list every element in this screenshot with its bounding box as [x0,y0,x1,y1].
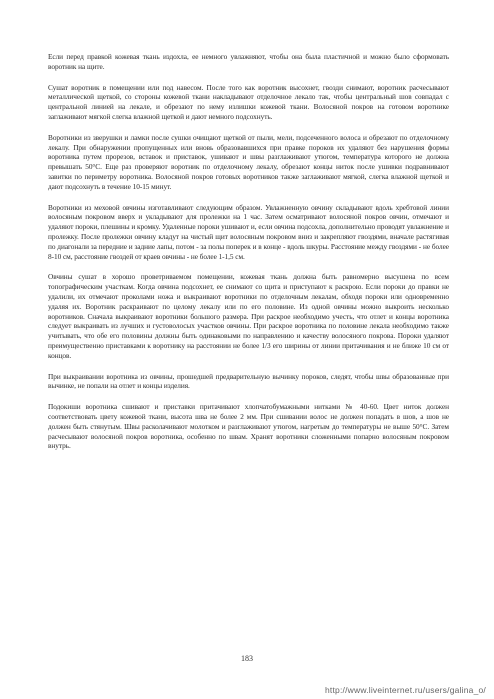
paragraph: Овчины сушат в хорошо проветриваемом помещении, кожевая ткань должна быть равномерно высушена по всем топографическим участкам. Когда овчина подсохнет, ее снимают со щита и приступают к раскрою. Если пороки до правки не удалили, их отмечают проколами ножа и выкраивают воротники по отделочным лекалам, обходя пороки или одновременно удаляя их. Воротник раскраивают по целому лекалу или по его половине. Из одной овчины можно выкроить несколько воротников. Сначала выкраивают воротники большого размера. При раскрое необходимо учесть, что отлет и концы воротника следует выкраивать из лучших и густоволосых участков овчины. При раскрое воротника по половине лекала необходимо также учитывать, что обе его половины должны быть одинаковыми по направлению и качеству волосяного покрова. Пороки удаляют преимущественно приставками к воротнику на расстоянии не более 1/3 его ширины от линии притачивания и не ближе 10 см от концов. [48,272,449,360]
paragraph: Воротники из меховой овчины изготавливают следующим образом. Увлажненную овчину складывают вдоль хребтовой линии волосяным покровом вверх и укладывают для пролежки на 1 час. Затем осматривают волосяной покров овчин, отмечают и удаляют пороки, плешины и кромку. Удаленные пороки ушивают и, если овчина подсохла, дополнительно проводят увлажнение и пролежку. После пролежки овчину кладут на чистый щит волосяным покровом вниз и закрепляют гвоздями, вначале растягивая по диагонали за передние и задние лапы, потом - за полы поперек и в конце - вдоль шкуры. Расстояние между гвоздями - не более 8-10 см, расстояние гвоздей от краев овчины - не более 1-1,5 см. [48,202,449,261]
paragraph: Если перед правкой кожевая ткань издохла, ее немного увлажняют, чтобы она была пластичной и можно было сформовать воротник на щите. [48,52,449,71]
watermark-url: http://www.liveinternet.ru/users/galina_o/ [324,685,486,695]
body-text [48,52,449,462]
page-number: 183 [241,654,253,663]
paragraph: При выкраивании воротника из овчины, прошедшей предварительную вычинку пороков, следят, чтобы швы образованные при вычинке, не попали на отлет и концы изделия. [48,371,449,391]
paragraph: Подокиши воротника сшивают и приставки притачивают хлопчатобумажными нитками № 40-60. Цвет ниток должен соответствовать цвету кожевой ткани, высота шва не более 2 мм. При сшивании волос не должен попадать в шов, а шов не должен быть стянутым. Швы расколачивают молотком и разглаживают утюгом, нагретым до температуры не выше 50°С. Затем расчесывают волосяной покров воротника, особенно по швам. Хранят воротники сложенными попарно волосяным покровом внутрь. [48,402,449,451]
paragraph: Сушат воротник в помещении или под навесом. После того как воротник высохнет, гвозди снимают, воротник расчесывают металлической щеткой, со стороны кожевой ткани накладывают отделочное лекало так, чтобы центральный шов совпадал с центральной линией на лекале, и обрезают по нему излишки кожевой ткани. Волосяной покров на готовом воротнике заглаживают мягкой слегка влажной щеткой и дают немного подсохнуть. [48,82,449,121]
paragraph: Воротники из зверушки и ламки после сушки очищают щеткой от пыли, мели, подсеченного волоса и обрезают по отделочному лекалу. При обнаружении пропущенных или вновь образовавшихся при правке пороков их удаляют без нарушения формы воротника путем прорезов, вставок и приставок, ушивают и швы разглаживают утюгом, температура которого не должна превышать 50°С. Еще раз проверяют воротник по отделочному лекалу, обрезают концы ниток после ушивки подравнивают завитки по периметру воротника. Волосяной покров готовых воротников также заглаживают мягкой, слегка влажной щеткой и дают подсохнуть в течение 10-15 минут. [48,132,449,191]
